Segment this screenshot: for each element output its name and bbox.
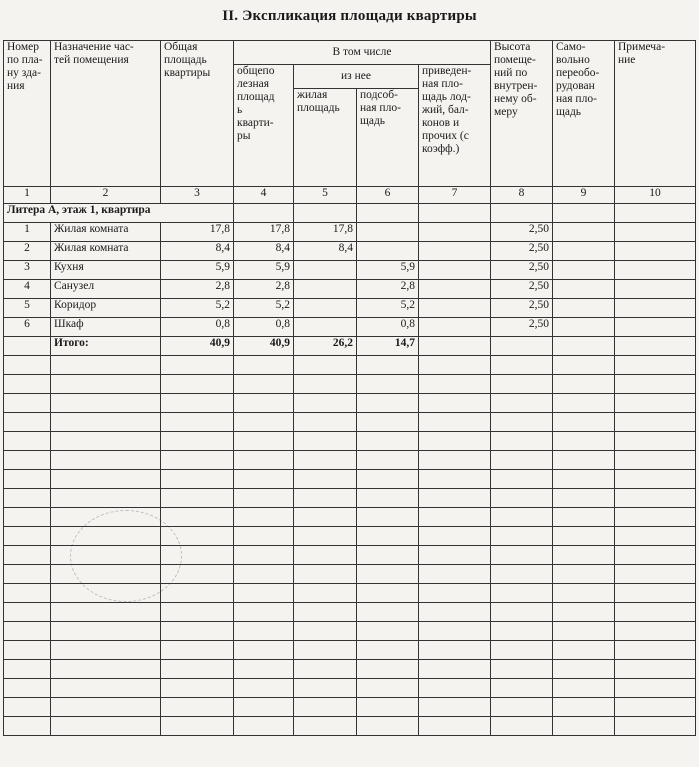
- empty-row: [4, 394, 696, 413]
- cell-total: 5,2: [161, 299, 234, 318]
- cell-name: Коридор: [51, 299, 161, 318]
- cell-name: Жилая комната: [51, 223, 161, 242]
- cell-total: 0,8: [161, 318, 234, 337]
- header-plan-number: Номер по пла- ну зда- ния: [4, 41, 51, 187]
- empty-row: [4, 451, 696, 470]
- cell-useful: 8,4: [234, 242, 294, 261]
- cell-useful: 5,2: [234, 299, 294, 318]
- cell-reduced: [419, 280, 491, 299]
- header-auxiliary-area: подсоб- ная пло- щадь: [357, 89, 419, 187]
- totals-useful: 40,9: [234, 337, 294, 356]
- cell-name: Жилая комната: [51, 242, 161, 261]
- cell-no: 2: [4, 242, 51, 261]
- totals-row: [4, 337, 696, 356]
- header-useful-area: общепо лезная площад ь кварти- ры: [234, 65, 294, 187]
- cell-aux: 5,9: [357, 261, 419, 280]
- cell-useful: 2,8: [234, 280, 294, 299]
- header-including: В том числе: [234, 41, 491, 65]
- cell-total: 17,8: [161, 223, 234, 242]
- cell-height: 2,50: [491, 318, 553, 337]
- empty-row: [4, 413, 696, 432]
- cell-useful: 17,8: [234, 223, 294, 242]
- totals-total: 40,9: [161, 337, 234, 356]
- table-row: [4, 242, 696, 261]
- cell-no: 4: [4, 280, 51, 299]
- cell-name: Кухня: [51, 261, 161, 280]
- cell-no: 3: [4, 261, 51, 280]
- cell-height: 2,50: [491, 280, 553, 299]
- totals-living: 26,2: [294, 337, 357, 356]
- empty-row: [4, 641, 696, 660]
- empty-row: [4, 622, 696, 641]
- header-of-which: из нее: [294, 65, 419, 89]
- empty-row: [4, 717, 696, 736]
- table-row: [4, 318, 696, 337]
- faded-stamp: [70, 510, 182, 602]
- cell-no: 5: [4, 299, 51, 318]
- cell-useful: 0,8: [234, 318, 294, 337]
- cell-total: 8,4: [161, 242, 234, 261]
- table-row: [4, 299, 696, 318]
- cell-living: [294, 299, 357, 318]
- cell-no: 6: [4, 318, 51, 337]
- cell-height: 2,50: [491, 223, 553, 242]
- empty-row: [4, 470, 696, 489]
- header-total-area: Общая площадь квартиры: [161, 41, 234, 187]
- cell-aux: 2,8: [357, 280, 419, 299]
- header-notes: Примеча- ние: [615, 41, 696, 187]
- totals-label: Итого:: [51, 337, 161, 356]
- page-title: II. Экспликация площади квартиры: [222, 8, 477, 24]
- cell-height: 2,50: [491, 242, 553, 261]
- header-self-converted: Само- вольно переобо- рудован ная пло- щадь: [553, 41, 615, 187]
- cell-total: 5,9: [161, 261, 234, 280]
- table-row: [4, 280, 696, 299]
- empty-row: [4, 432, 696, 451]
- cell-reduced: [419, 318, 491, 337]
- explication-table: [3, 40, 696, 736]
- table-row: [4, 261, 696, 280]
- cell-useful: 5,9: [234, 261, 294, 280]
- table-row: [4, 223, 696, 242]
- header-reduced-area: приведен- ная пло- щадь лод- жий, бал- конов и прочих (с коэфф.): [419, 65, 491, 187]
- header-height: Высота помеще- ний по внутрен- нему об- меру: [491, 41, 553, 187]
- cell-reduced: [419, 261, 491, 280]
- section-label: Литера А, этаж 1, квартира: [4, 204, 234, 223]
- cell-living: [294, 280, 357, 299]
- cell-height: 2,50: [491, 299, 553, 318]
- section-row: [4, 204, 696, 223]
- cell-aux: [357, 242, 419, 261]
- column-number-row: 1 2 3 4 5 6 7 8 9 10: [4, 187, 696, 204]
- cell-total: 2,8: [161, 280, 234, 299]
- cell-living: 8,4: [294, 242, 357, 261]
- cell-living: [294, 261, 357, 280]
- cell-aux: [357, 223, 419, 242]
- empty-row: [4, 698, 696, 717]
- cell-living: 17,8: [294, 223, 357, 242]
- cell-name: Санузел: [51, 280, 161, 299]
- empty-row: [4, 660, 696, 679]
- empty-row: [4, 375, 696, 394]
- cell-name: Шкаф: [51, 318, 161, 337]
- cell-living: [294, 318, 357, 337]
- cell-reduced: [419, 299, 491, 318]
- cell-aux: 0,8: [357, 318, 419, 337]
- totals-aux: 14,7: [357, 337, 419, 356]
- empty-row: [4, 603, 696, 622]
- cell-reduced: [419, 223, 491, 242]
- cell-no: 1: [4, 223, 51, 242]
- cell-reduced: [419, 242, 491, 261]
- cell-height: 2,50: [491, 261, 553, 280]
- cell-aux: 5,2: [357, 299, 419, 318]
- empty-row: [4, 679, 696, 698]
- header-purpose: Назначение час- тей помещения: [51, 41, 161, 187]
- empty-row: [4, 489, 696, 508]
- header-living-area: жилая площадь: [294, 89, 357, 187]
- empty-row: [4, 356, 696, 375]
